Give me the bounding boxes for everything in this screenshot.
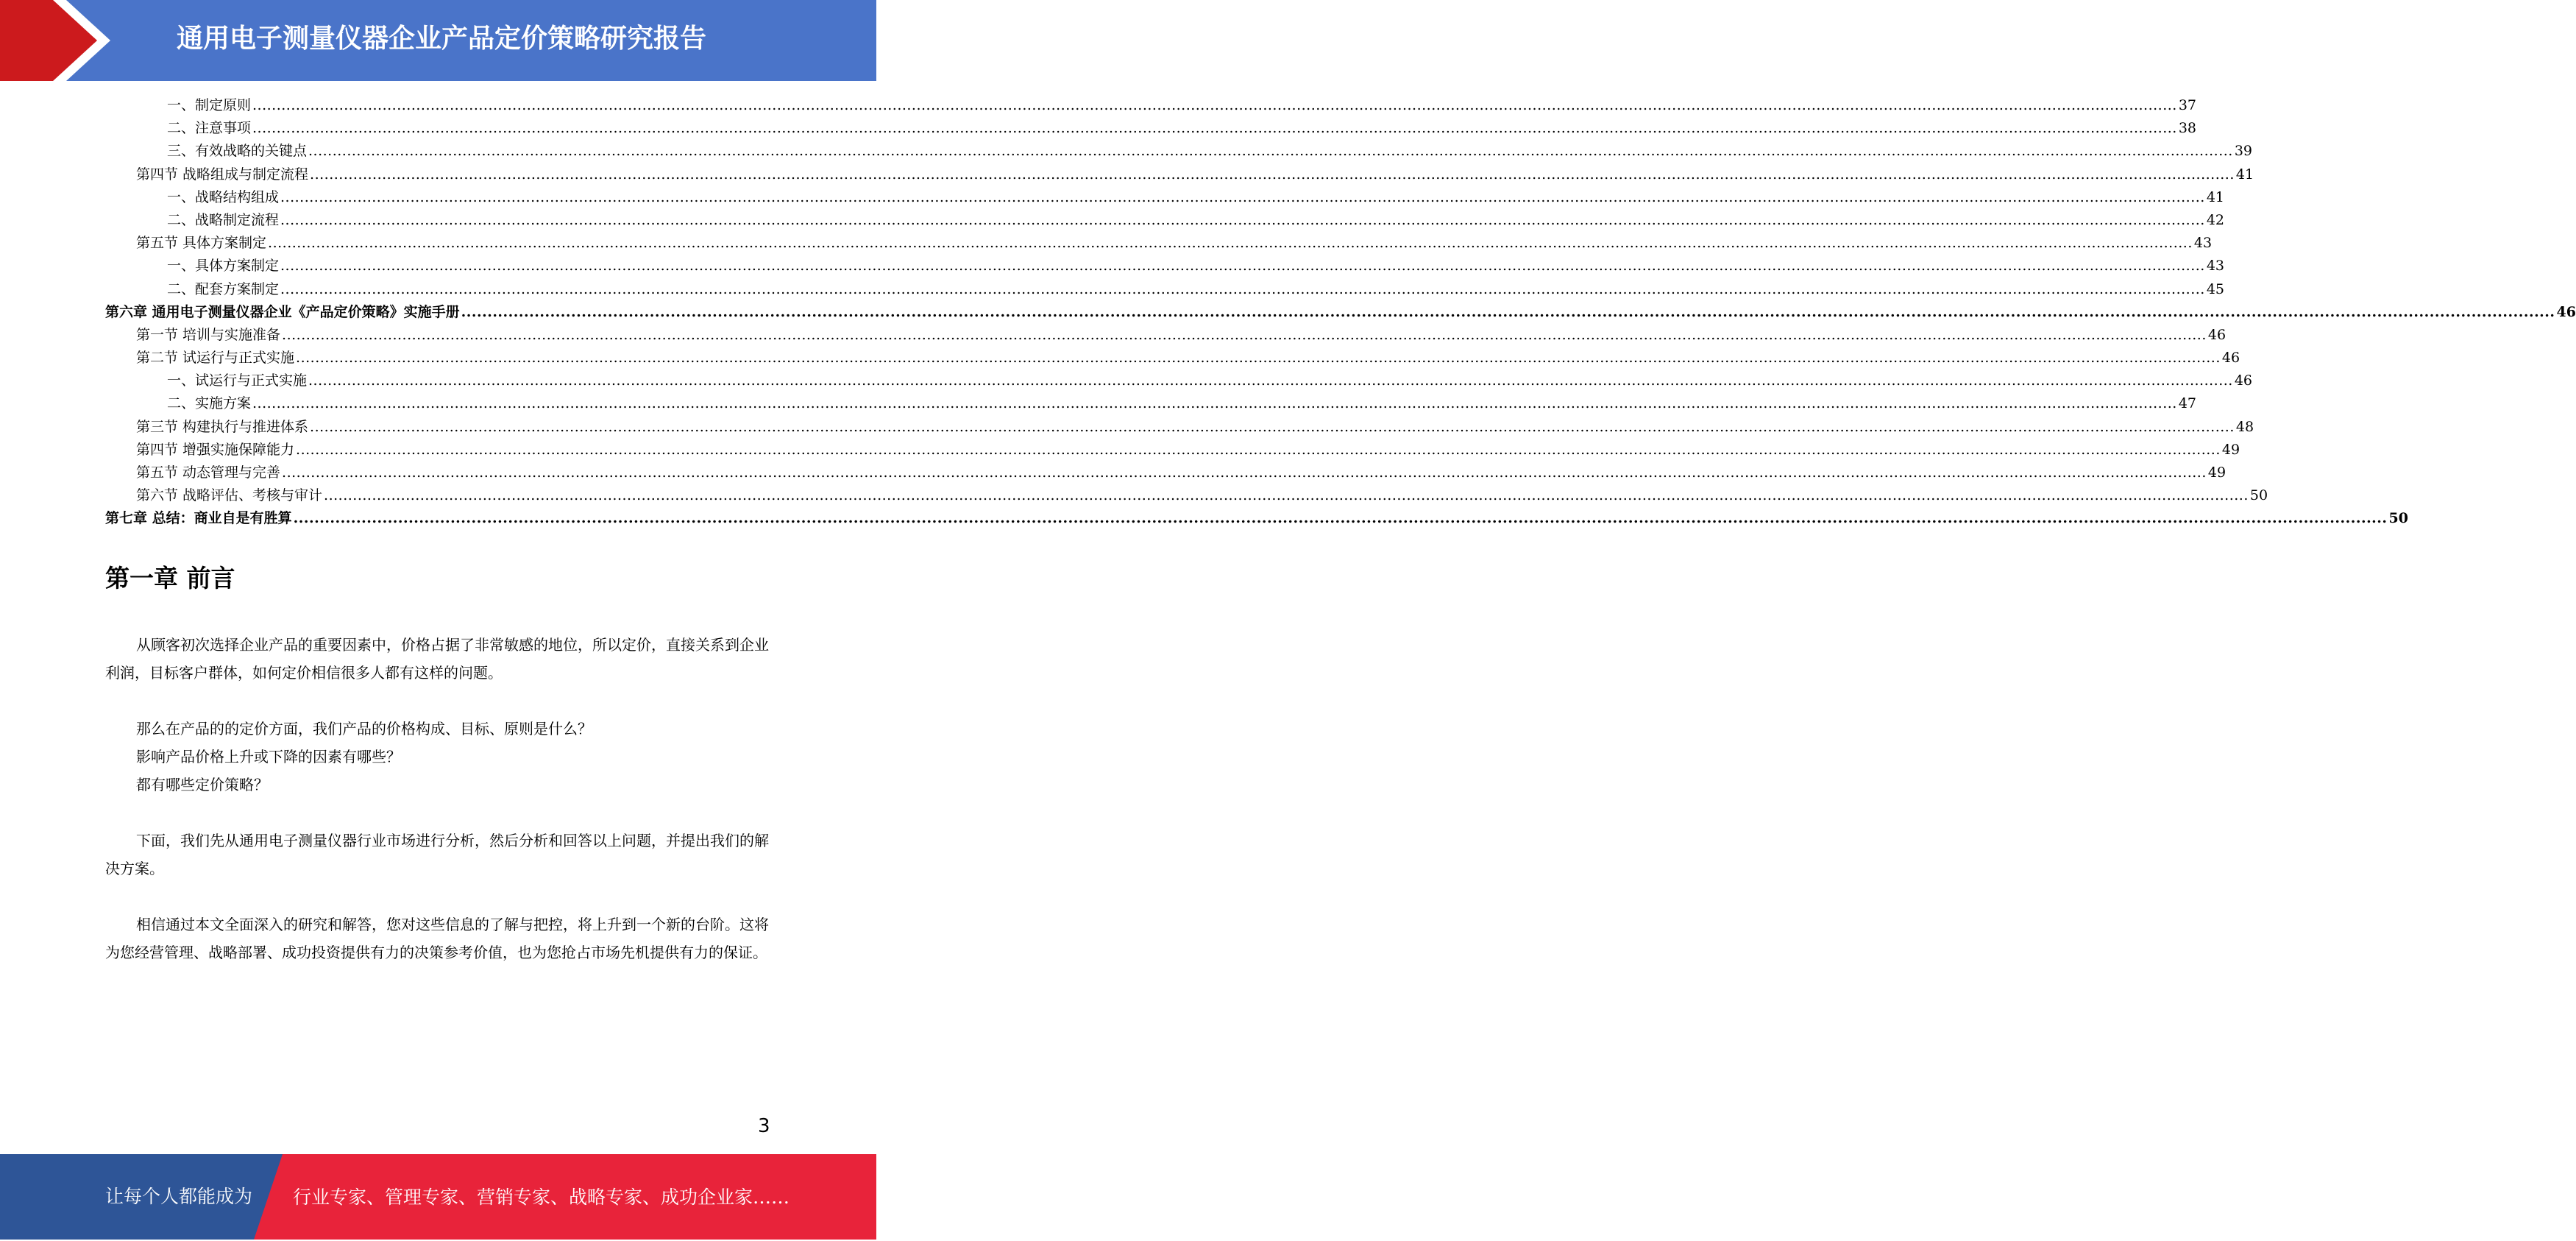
page-footer — [0, 1154, 876, 1240]
toc-entry-page: 38 — [2178, 120, 2197, 137]
toc-leader-dots: ................................................................................................................................................................................................................................................................................................................................................................................................................ — [308, 143, 2233, 160]
toc-entry-page: 45 — [2206, 280, 2225, 297]
toc-leader-dots: ................................................................................................................................................................................................................................................................................................................................................................................................................ — [310, 166, 2235, 183]
toc-entry-title: 第二节 试运行与正式实施 — [136, 350, 295, 367]
toc-entry[interactable] — [105, 94, 2197, 117]
toc-entry-page: 48 — [2235, 418, 2254, 435]
closing-paragraph: 相信通过本文全面深入的研究和解答，您对这些信息的了解与把控，将上升到一个新的台阶。这将为您经营管理、战略部署、成功投资提供有力的决策参考价值，也为您抢占市场先机提供有力的保证。 — [105, 916, 769, 961]
toc-leader-dots: ................................................................................................................................................................................................................................................................................................................................................................................................................ — [296, 350, 2221, 367]
toc-entry-title: 第五节 动态管理与完善 — [136, 464, 281, 481]
toc-entry-page: 50 — [2388, 510, 2408, 527]
toc-entry-title: 二、配套方案制定 — [167, 280, 280, 297]
toc-leader-dots: ................................................................................................................................................................................................................................................................................................................................................................................................................ — [280, 211, 2205, 228]
toc-entry[interactable] — [105, 324, 2226, 347]
toc-entry-page: 46 — [2234, 372, 2253, 389]
toc-leader-dots: ................................................................................................................................................................................................................................................................................................................................................................................................................ — [252, 395, 2177, 412]
toc-entry[interactable] — [105, 278, 2225, 301]
toc-entry-title: 二、实施方案 — [167, 395, 252, 412]
toc-entry-title: 一、战略结构组成 — [167, 188, 280, 205]
toc-entry[interactable] — [105, 392, 2197, 415]
toc-entry-title: 第三节 构建执行与推进体系 — [136, 418, 309, 435]
toc-entry[interactable] — [105, 462, 2226, 484]
toc-leader-dots: ................................................................................................................................................................................................................................................................................................................................................................................................................ — [310, 418, 2235, 435]
toc-entry-title: 二、战略制定流程 — [167, 211, 280, 228]
toc-entry-title: 一、制定原则 — [167, 97, 252, 113]
toc-entry-page: 46 — [2221, 350, 2240, 367]
analysis-paragraph: 下面，我们先从通用电子测量仪器行业市场进行分析，然后分析和回答以上问题，并提出我们的解决方案。 — [105, 832, 769, 877]
toc-entry-page: 42 — [2206, 211, 2225, 228]
toc-entry[interactable] — [105, 439, 2240, 462]
toc-entry-title: 第一节 培训与实施准备 — [136, 326, 281, 343]
toc-entry[interactable] — [105, 416, 2254, 439]
toc-leader-dots: ................................................................................................................................................................................................................................................................................................................................................................................................................ — [252, 120, 2177, 137]
toc-leader-dots: ................................................................................................................................................................................................................................................................................................................................................................................................................ — [461, 303, 2555, 320]
toc-entry[interactable] — [105, 507, 2408, 530]
toc-leader-dots: ................................................................................................................................................................................................................................................................................................................................................................................................................ — [296, 441, 2221, 458]
toc-entry-page: 41 — [2206, 188, 2225, 205]
toc-entry-page: 50 — [2249, 487, 2268, 504]
toc-leader-dots: ................................................................................................................................................................................................................................................................................................................................................................................................................ — [280, 258, 2205, 275]
toc-entry-page: 37 — [2178, 97, 2197, 113]
report-title: 通用电子测量仪器企业产品定价策略研究报告 — [177, 24, 707, 54]
toc-entry-page: 43 — [2193, 235, 2213, 252]
toc-entry[interactable] — [105, 186, 2225, 209]
toc-leader-dots: ................................................................................................................................................................................................................................................................................................................................................................................................................ — [280, 280, 2205, 297]
toc-entry-title: 一、具体方案制定 — [167, 258, 280, 275]
toc-leader-dots: ................................................................................................................................................................................................................................................................................................................................................................................................................ — [282, 326, 2207, 343]
intro-paragraph: 从顾客初次选择企业产品的重要因素中，价格占据了非常敏感的地位，所以定价，直接关系到企业利润，目标客户群体，如何定价相信很多人都有这样的问题。 — [105, 636, 769, 682]
toc-entry-page: 41 — [2235, 166, 2254, 183]
toc-entry[interactable] — [105, 370, 2253, 392]
question-line: 那么在产品的的定价方面，我们产品的价格构成、目标、原则是什么？ — [136, 720, 592, 738]
toc-entry[interactable] — [105, 232, 2213, 255]
toc-entry-title: 第六章 通用电子测量仪器企业《产品定价策略》实施手册 — [105, 303, 460, 320]
toc-entry-title: 第六节 战略评估、考核与审计 — [136, 487, 323, 504]
toc-entry-page: 46 — [2207, 326, 2226, 343]
toc-entry-title: 第七章 总结：商业自是有胜算 — [105, 510, 292, 527]
footer-slogan-left: 让每个人都能成为 — [105, 1186, 253, 1207]
question-line: 影响产品价格上升或下降的因素有哪些？ — [136, 748, 401, 766]
toc-entry-page: 46 — [2556, 303, 2576, 320]
question-line: 都有哪些定价策略？ — [136, 776, 269, 793]
toc-entry-page: 49 — [2221, 441, 2240, 458]
toc-leader-dots: ................................................................................................................................................................................................................................................................................................................................................................................................................ — [293, 510, 2388, 527]
toc-leader-dots: ................................................................................................................................................................................................................................................................................................................................................................................................................ — [282, 464, 2207, 481]
toc-entry-title: 第四节 战略组成与制定流程 — [136, 166, 309, 183]
toc-entry-title: 三、有效战略的关键点 — [167, 143, 308, 160]
toc-leader-dots: ................................................................................................................................................................................................................................................................................................................................................................................................................ — [324, 487, 2249, 504]
toc-entry-page: 39 — [2234, 143, 2253, 160]
toc-entry-page: 43 — [2206, 258, 2225, 275]
toc-entry-page: 49 — [2207, 464, 2226, 481]
toc-leader-dots: ................................................................................................................................................................................................................................................................................................................................................................................................................ — [268, 235, 2193, 252]
page-number: 3 — [758, 1115, 770, 1137]
toc-entry-title: 第五节 具体方案制定 — [136, 235, 267, 252]
toc-entry[interactable] — [105, 209, 2225, 232]
toc-entry-page: 47 — [2178, 395, 2197, 412]
toc-entry[interactable] — [105, 347, 2240, 370]
toc-leader-dots: ................................................................................................................................................................................................................................................................................................................................................................................................................ — [280, 188, 2205, 205]
toc-entry[interactable] — [105, 484, 2268, 507]
toc-entry[interactable] — [105, 163, 2254, 186]
chapter-title: 第一章 前言 — [105, 564, 235, 593]
toc-entry[interactable] — [105, 140, 2253, 163]
page-header — [0, 0, 876, 81]
toc-entry[interactable] — [105, 301, 2576, 324]
toc-entry-title: 一、试运行与正式实施 — [167, 372, 308, 389]
toc-entry[interactable] — [105, 117, 2197, 140]
table-of-contents — [105, 94, 2576, 531]
toc-entry-title: 第四节 增强实施保障能力 — [136, 441, 295, 458]
toc-entry-title: 二、注意事项 — [167, 120, 252, 137]
toc-leader-dots: ................................................................................................................................................................................................................................................................................................................................................................................................................ — [308, 372, 2233, 389]
footer-slogan-right: 行业专家、管理专家、营销专家、战略专家、成功企业家…… — [293, 1187, 790, 1208]
toc-entry[interactable] — [105, 255, 2225, 277]
toc-leader-dots: ................................................................................................................................................................................................................................................................................................................................................................................................................ — [252, 97, 2177, 113]
